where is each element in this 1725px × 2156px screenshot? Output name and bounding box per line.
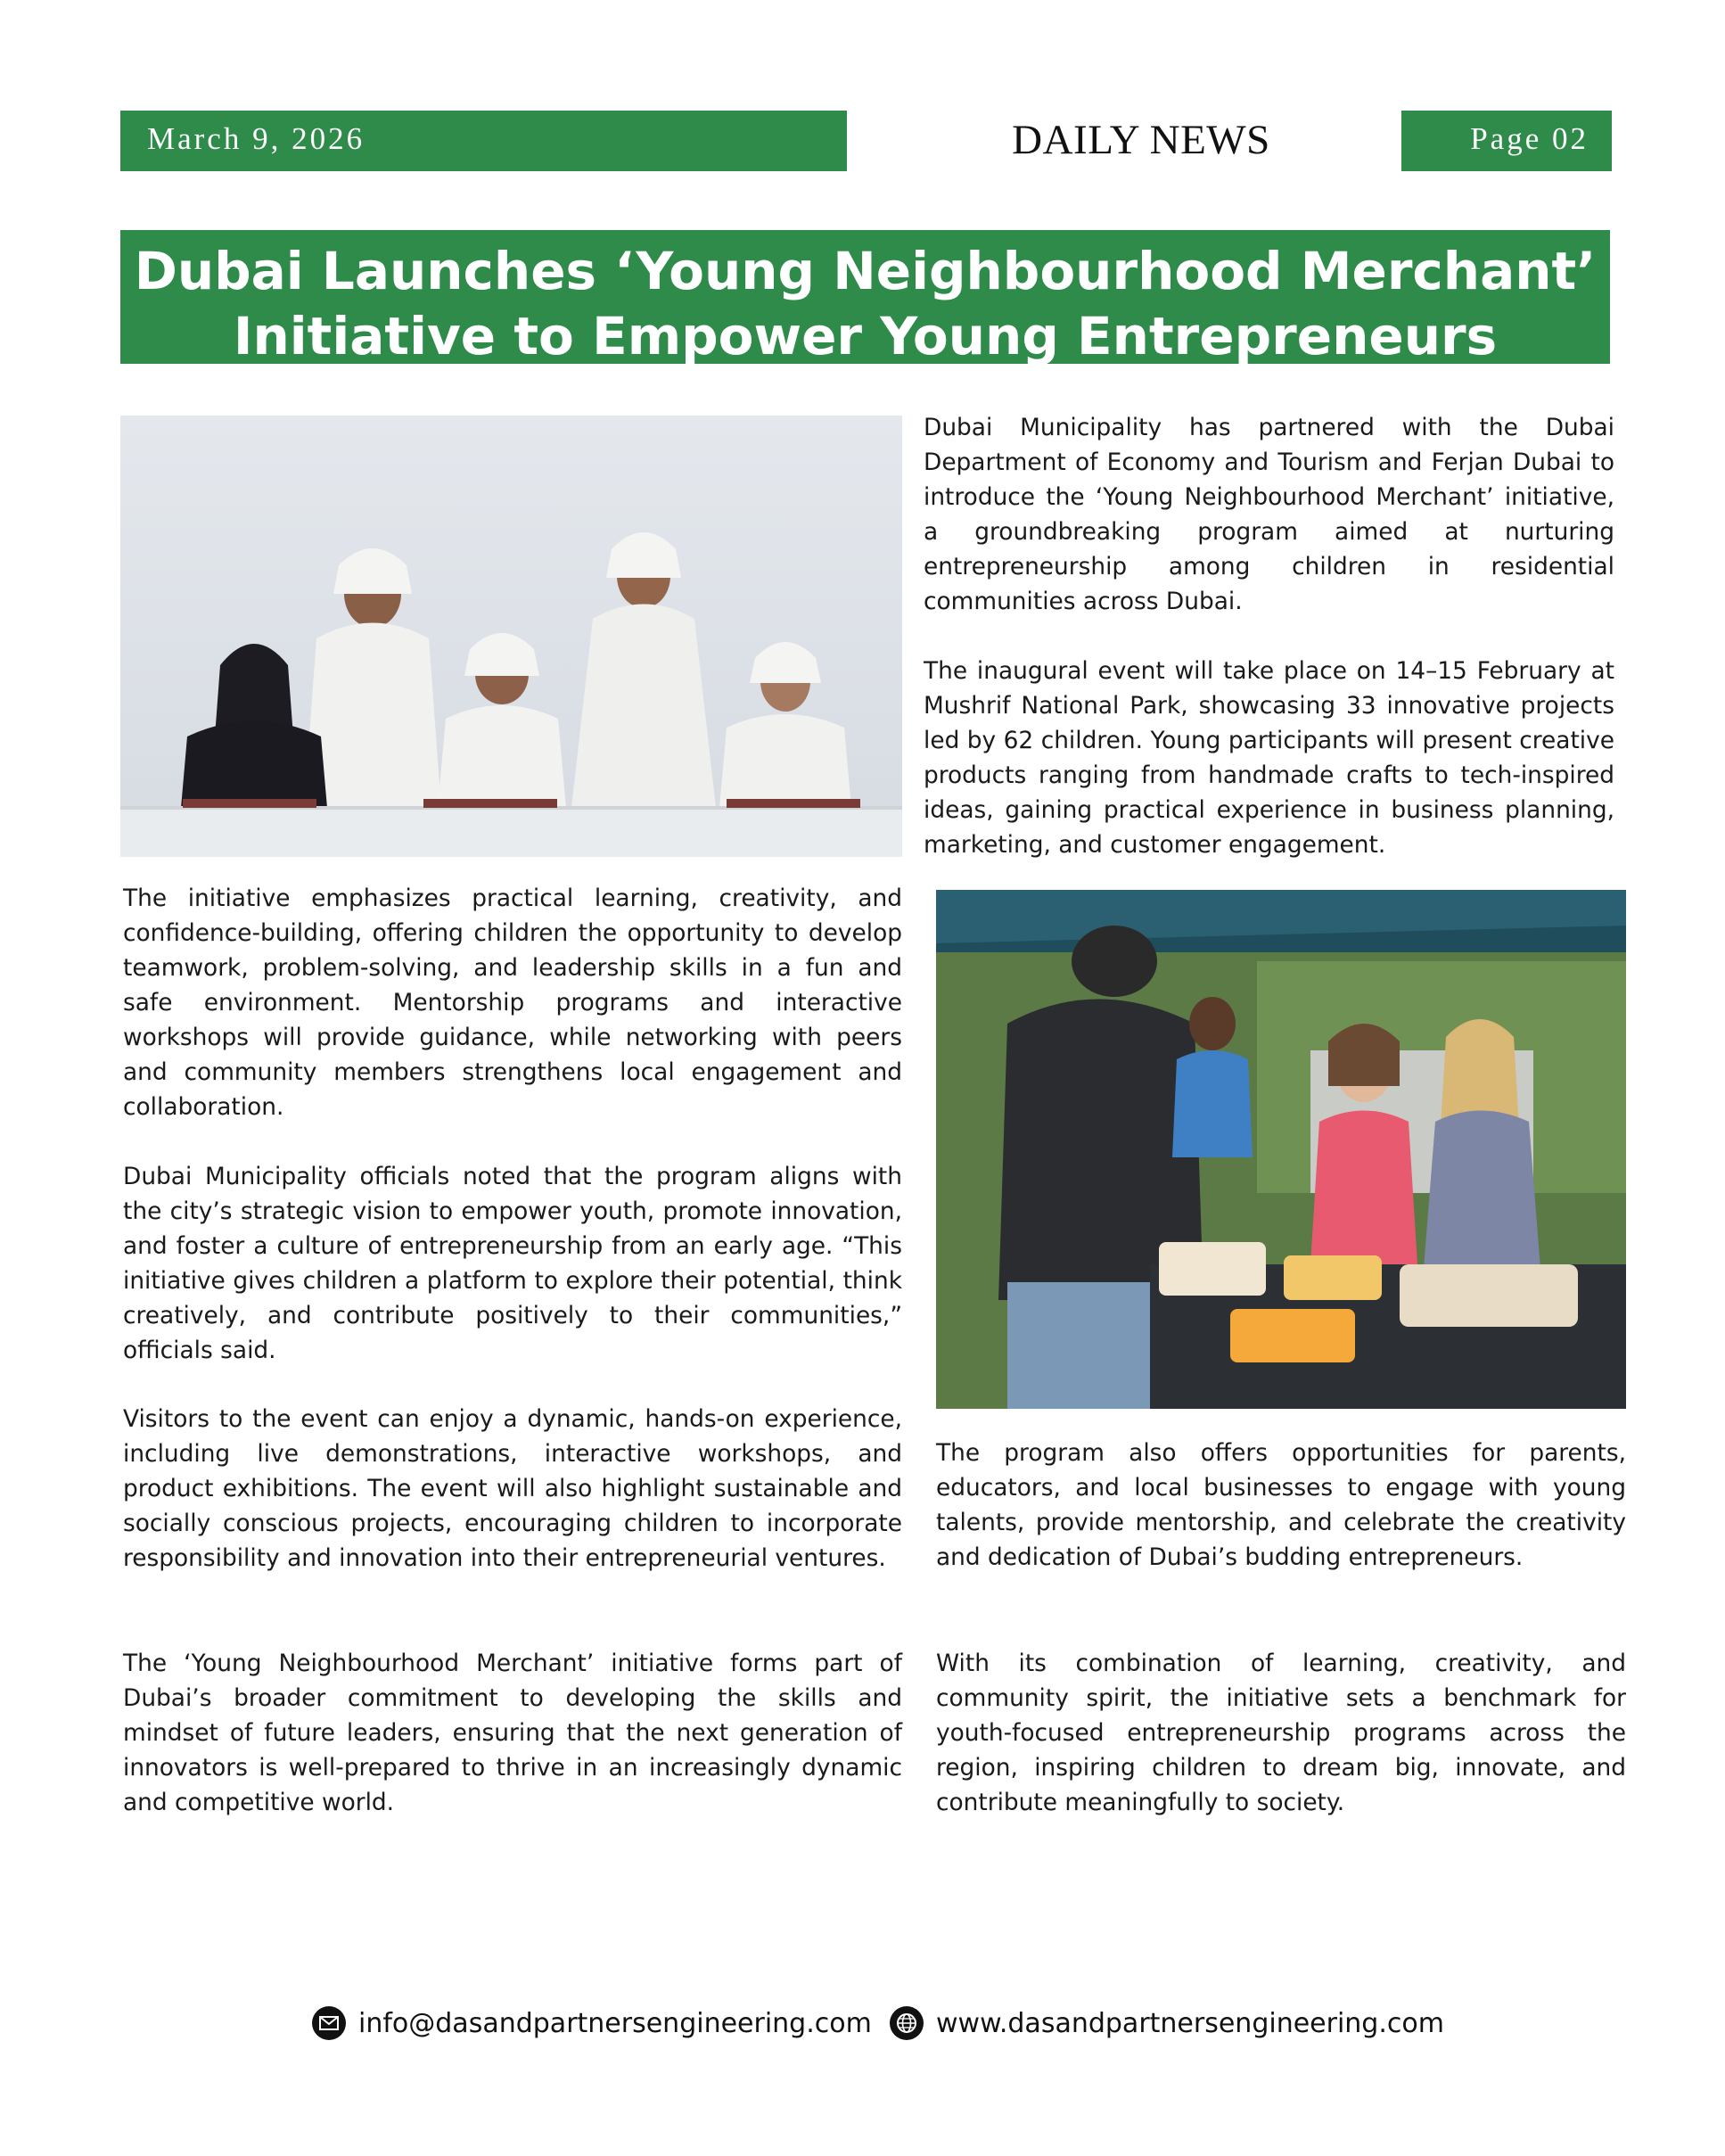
article-paragraph: The initiative emphasizes practical learning, creativity, and confidence-building, offering children the opportunity to develop teamwork, problem-solving, and leadership skills in a fun and safe environment. Mentorship programs and interactive workshops will provide guidance, while networking with peers and community members strengthens local engagement and collaboration. bbox=[123, 885, 902, 1121]
article-paragraph: Visitors to the event can enjoy a dynamic, hands-on experience, including live demonstrations, interactive workshops, and product exhibitions. The event will also highlight sustainable and socially conscious projects, encouraging children to incorporate responsibility and innovation into their entrepreneurial ventures. bbox=[123, 1405, 902, 1572]
article-paragraph: The inaugural event will take place on 14–15 February at Mushrif National Park, showcasing 33 innovative projects led by 62 children. Young participants will present creative products ranging from handmade crafts to tech-inspired ideas, gaining practical experience in business planning, marketing, and customer engagement. bbox=[924, 657, 1614, 859]
headline-line-2: Initiative to Empower Young Entrepreneurs bbox=[233, 306, 1498, 366]
date-banner bbox=[120, 111, 847, 171]
page-number: Page 02 bbox=[1470, 121, 1589, 156]
headline-banner bbox=[120, 230, 1610, 364]
issue-date: March 9, 2026 bbox=[147, 121, 366, 156]
article-paragraph: Dubai Municipality has partnered with the Dubai Department of Economy and Tourism and Ferjan Dubai to introduce the ‘Young Neighbourhood Merchant’ initiative, a groundbreaking program aimed at nurturing entrepreneurship among children in residential communities across Dubai. bbox=[924, 414, 1614, 615]
footer-website[interactable] bbox=[890, 2006, 1444, 2040]
footer-email[interactable] bbox=[312, 2006, 872, 2040]
globe-icon bbox=[890, 2006, 924, 2040]
article-paragraph: Dubai Municipality officials noted that the program aligns with the city’s strategic vision to empower youth, promote innovation, and foster a culture of entrepreneurship from an early age. “This initiative gives children a platform to explore their potential, think creatively, and contribute positively to their communities,” officials said. bbox=[123, 1163, 902, 1364]
article-paragraph: With its combination of learning, creativity, and community spirit, the initiative sets a benchmark for youth-focused entrepreneurship programs across the region, inspiring children to dream big, innovate, and contribute meaningfully to society. bbox=[936, 1650, 1626, 1816]
article-paragraph: The program also offers opportunities for parents, educators, and local businesses to engage with young talents, provide mentorship, and celebrate the creativity and dedication of Dubai’s budding entrepreneurs. bbox=[936, 1439, 1626, 1571]
footer-email-text[interactable]: info@dasandpartnersengineering.com bbox=[358, 2007, 872, 2039]
footer-website-text[interactable]: www.dasandpartnersengineering.com bbox=[936, 2007, 1444, 2039]
headline-line-1: Dubai Launches ‘Young Neighbourhood Merchant’ bbox=[134, 241, 1597, 301]
page-number-banner bbox=[1401, 111, 1612, 171]
signing-ceremony-photo bbox=[120, 416, 902, 857]
headline bbox=[120, 239, 1610, 369]
market-stall-photo bbox=[936, 890, 1626, 1409]
mail-icon bbox=[312, 2006, 346, 2040]
article-paragraph: The ‘Young Neighbourhood Merchant’ initiative forms part of Dubai’s broader commitment to developing the skills and mindset of future leaders, ensuring that the next generation of innovators is well-prepared to thrive in an increasingly dynamic and competitive world. bbox=[123, 1650, 902, 1816]
masthead-title: DAILY NEWS bbox=[1012, 117, 1270, 163]
